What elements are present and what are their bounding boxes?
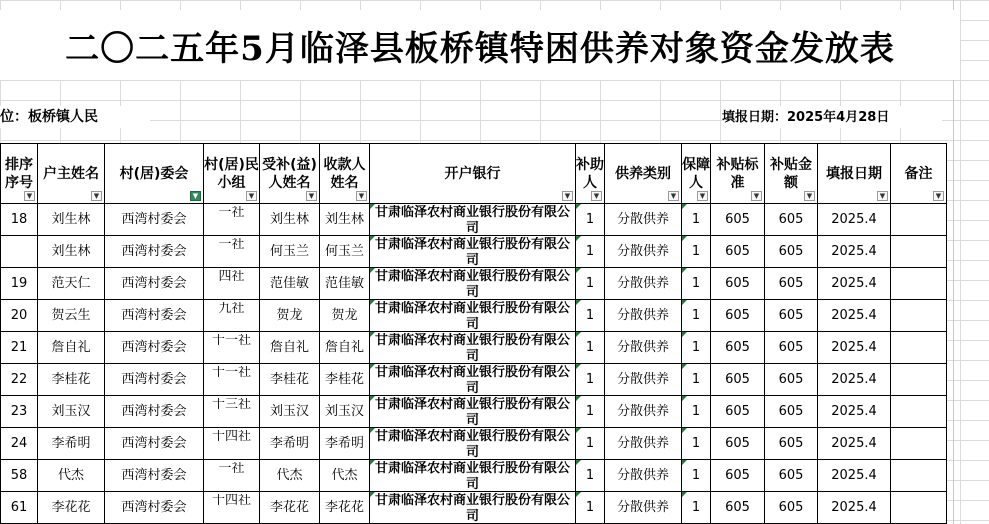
group-cell[interactable]: 一社	[204, 460, 260, 492]
count-cell[interactable]: 1	[576, 204, 605, 236]
table-row	[1, 428, 947, 460]
table-row	[1, 364, 947, 396]
table-row	[1, 332, 947, 364]
row-number-cell[interactable]: 20	[1, 300, 38, 332]
amount-cell[interactable]: 605	[765, 364, 818, 396]
count-cell[interactable]: 1	[576, 268, 605, 300]
date-cell[interactable]: 2025.4	[818, 268, 891, 300]
category-cell[interactable]: 分散供养	[605, 268, 682, 300]
standard-cell[interactable]: 605	[711, 428, 765, 460]
category-cell[interactable]: 分散供养	[605, 460, 682, 492]
count-cell[interactable]: 1	[576, 396, 605, 428]
error-indicator-icon	[682, 492, 687, 497]
error-indicator-icon	[576, 364, 581, 369]
head-name-cell[interactable]: 李花花	[38, 492, 105, 524]
guard-cell[interactable]: 1	[682, 268, 711, 300]
standard-cell[interactable]: 605	[711, 364, 765, 396]
error-indicator-icon	[576, 204, 581, 209]
village-cell[interactable]: 西湾村委会	[105, 204, 204, 236]
bank-cell[interactable]: 甘肃临泽农村商业银行股份有限公司	[370, 204, 576, 236]
bank-cell[interactable]: 甘肃临泽农村商业银行股份有限公司	[370, 332, 576, 364]
village-cell[interactable]: 西湾村委会	[105, 396, 204, 428]
row-number-cell[interactable]: 24	[1, 428, 38, 460]
error-indicator-icon	[370, 396, 375, 428]
fill-date-label[interactable]: 填报日期：2025年4月28日	[722, 106, 942, 128]
note-cell[interactable]	[891, 332, 947, 364]
column-header-bank[interactable]: 开户银行 ▼	[370, 144, 576, 204]
amount-cell[interactable]: 605	[765, 460, 818, 492]
group-cell[interactable]: 十一社	[204, 332, 260, 364]
error-indicator-icon	[370, 268, 375, 300]
village-cell[interactable]: 西湾村委会	[105, 428, 204, 460]
beneficiary-cell[interactable]: 何玉兰	[260, 236, 320, 268]
group-cell[interactable]: 四社	[204, 268, 260, 300]
table-row	[1, 396, 947, 428]
bank-cell[interactable]: 甘肃临泽农村商业银行股份有限公司	[370, 364, 576, 396]
count-cell[interactable]: 1	[576, 300, 605, 332]
table-row	[1, 492, 947, 524]
column-header-count[interactable]: 补助人 ▼	[576, 144, 605, 204]
amount-cell[interactable]: 605	[765, 300, 818, 332]
filter-dropdown-icon[interactable]: ▼	[356, 191, 367, 201]
amount-cell[interactable]: 605	[765, 236, 818, 268]
bank-cell[interactable]: 甘肃临泽农村商业银行股份有限公司	[370, 428, 576, 460]
header-row	[1, 144, 947, 204]
category-cell[interactable]: 分散供养	[605, 364, 682, 396]
guard-cell[interactable]: 1	[682, 396, 711, 428]
village-cell[interactable]: 西湾村委会	[105, 236, 204, 268]
column-header-category[interactable]: 供养类别 ▼	[605, 144, 682, 204]
note-cell[interactable]	[891, 364, 947, 396]
count-cell[interactable]: 1	[576, 332, 605, 364]
filter-dropdown-icon[interactable]: ▼	[933, 191, 944, 201]
amount-cell[interactable]: 605	[765, 268, 818, 300]
error-indicator-icon	[682, 332, 687, 337]
amount-cell[interactable]: 605	[765, 492, 818, 524]
error-indicator-icon	[576, 460, 581, 465]
village-cell[interactable]: 西湾村委会	[105, 332, 204, 364]
column-header-village[interactable]: 村(居)委会 ▼	[105, 144, 204, 204]
beneficiary-cell[interactable]: 李花花	[260, 492, 320, 524]
filter-dropdown-icon[interactable]: ▼	[877, 191, 888, 201]
sheet-title[interactable]: 二〇二五年5月临泽县板桥镇特困供养对象资金发放表	[0, 10, 960, 80]
payee-cell[interactable]: 贺龙	[320, 300, 370, 332]
village-cell[interactable]: 西湾村委会	[105, 492, 204, 524]
amount-cell[interactable]: 605	[765, 204, 818, 236]
count-cell[interactable]: 1	[576, 428, 605, 460]
column-header-guard[interactable]: 保障人 ▼	[682, 144, 711, 204]
error-indicator-icon	[576, 492, 581, 497]
guard-cell[interactable]: 1	[682, 364, 711, 396]
date-cell[interactable]: 2025.4	[818, 492, 891, 524]
error-indicator-icon	[682, 268, 687, 273]
row-number-cell[interactable]: 19	[1, 268, 38, 300]
standard-cell[interactable]: 605	[711, 236, 765, 268]
standard-cell[interactable]: 605	[711, 492, 765, 524]
error-indicator-icon	[370, 428, 375, 460]
date-cell[interactable]: 2025.4	[818, 460, 891, 492]
error-indicator-icon	[370, 364, 375, 396]
filter-dropdown-icon[interactable]: ▼	[562, 191, 573, 201]
amount-cell[interactable]: 605	[765, 396, 818, 428]
table-row	[1, 268, 947, 300]
error-indicator-icon	[576, 300, 581, 305]
standard-cell[interactable]: 605	[711, 396, 765, 428]
payee-cell[interactable]: 代杰	[320, 460, 370, 492]
group-cell[interactable]: 十三社	[204, 396, 260, 428]
error-indicator-icon	[682, 428, 687, 433]
payee-cell[interactable]: 李希明	[320, 428, 370, 460]
village-cell[interactable]: 西湾村委会	[105, 460, 204, 492]
standard-cell[interactable]: 605	[711, 332, 765, 364]
filter-dropdown-icon[interactable]: ▼	[751, 191, 762, 201]
note-cell[interactable]	[891, 204, 947, 236]
guard-cell[interactable]: 1	[682, 332, 711, 364]
filter-dropdown-icon[interactable]: ▼	[306, 191, 317, 201]
error-indicator-icon	[576, 268, 581, 273]
row-number-cell[interactable]: 22	[1, 364, 38, 396]
note-cell[interactable]	[891, 460, 947, 492]
payee-cell[interactable]: 李桂花	[320, 364, 370, 396]
date-cell[interactable]: 2025.4	[818, 204, 891, 236]
count-cell[interactable]: 1	[576, 236, 605, 268]
payee-cell[interactable]: 刘玉汉	[320, 396, 370, 428]
column-header-head[interactable]: 户主姓名 ▼	[38, 144, 105, 204]
category-cell[interactable]: 分散供养	[605, 428, 682, 460]
standard-cell[interactable]: 605	[711, 268, 765, 300]
filter-dropdown-icon[interactable]: ▼	[246, 191, 257, 201]
category-cell[interactable]: 分散供养	[605, 396, 682, 428]
category-cell[interactable]: 分散供养	[605, 236, 682, 268]
head-name-cell[interactable]: 詹自礼	[38, 332, 105, 364]
error-indicator-icon	[370, 204, 375, 236]
payee-cell[interactable]: 范佳敏	[320, 268, 370, 300]
category-cell[interactable]: 分散供养	[605, 492, 682, 524]
beneficiary-cell[interactable]: 刘生林	[260, 204, 320, 236]
unit-label[interactable]: 位：板桥镇人民	[0, 106, 150, 128]
standard-cell[interactable]: 605	[711, 300, 765, 332]
column-header-note[interactable]: 备注 ▼	[891, 144, 947, 204]
table-row	[1, 300, 947, 332]
guard-cell[interactable]: 1	[682, 204, 711, 236]
column-header-standard[interactable]: 补贴标准 ▼	[711, 144, 765, 204]
table-row	[1, 460, 947, 492]
note-cell[interactable]	[891, 492, 947, 524]
category-cell[interactable]: 分散供养	[605, 204, 682, 236]
group-cell[interactable]: 十四社	[204, 492, 260, 524]
note-cell[interactable]	[891, 428, 947, 460]
error-indicator-icon	[682, 236, 687, 241]
head-name-cell[interactable]: 李希明	[38, 428, 105, 460]
group-cell[interactable]: 一社	[204, 204, 260, 236]
error-indicator-icon	[576, 332, 581, 337]
error-indicator-icon	[682, 204, 687, 209]
column-header-payee[interactable]: 收款人姓名 ▼	[320, 144, 370, 204]
guard-cell[interactable]: 1	[682, 300, 711, 332]
bank-cell[interactable]: 甘肃临泽农村商业银行股份有限公司	[370, 268, 576, 300]
count-cell[interactable]: 1	[576, 460, 605, 492]
beneficiary-cell[interactable]: 詹自礼	[260, 332, 320, 364]
standard-cell[interactable]: 605	[711, 460, 765, 492]
bank-cell[interactable]: 甘肃临泽农村商业银行股份有限公司	[370, 460, 576, 492]
bank-cell[interactable]: 甘肃临泽农村商业银行股份有限公司	[370, 300, 576, 332]
row-number-cell[interactable]	[1, 236, 38, 268]
count-cell[interactable]: 1	[576, 492, 605, 524]
standard-cell[interactable]: 605	[711, 204, 765, 236]
date-cell[interactable]: 2025.4	[818, 428, 891, 460]
column-header-amount[interactable]: 补贴金额 ▼	[765, 144, 818, 204]
row-number-cell[interactable]: 58	[1, 460, 38, 492]
guard-cell[interactable]: 1	[682, 460, 711, 492]
error-indicator-icon	[682, 300, 687, 305]
error-indicator-icon	[682, 460, 687, 465]
payee-cell[interactable]: 何玉兰	[320, 236, 370, 268]
column-header-date[interactable]: 填报日期 ▼	[818, 144, 891, 204]
filter-dropdown-icon[interactable]: ▼	[91, 191, 102, 201]
payee-cell[interactable]: 刘生林	[320, 204, 370, 236]
beneficiary-cell[interactable]: 贺龙	[260, 300, 320, 332]
village-cell[interactable]: 西湾村委会	[105, 300, 204, 332]
filter-dropdown-icon[interactable]: ▼	[804, 191, 815, 201]
date-cell[interactable]: 2025.4	[818, 396, 891, 428]
payee-cell[interactable]: 詹自礼	[320, 332, 370, 364]
beneficiary-cell[interactable]: 代杰	[260, 460, 320, 492]
head-name-cell[interactable]: 范天仁	[38, 268, 105, 300]
filter-dropdown-icon[interactable]: ▼	[24, 191, 35, 201]
filter-dropdown-icon[interactable]: ▼	[668, 191, 679, 201]
beneficiary-cell[interactable]: 李希明	[260, 428, 320, 460]
error-indicator-icon	[370, 236, 375, 268]
error-indicator-icon	[682, 364, 687, 369]
error-indicator-icon	[370, 460, 375, 492]
row-number-cell[interactable]: 18	[1, 204, 38, 236]
head-name-cell[interactable]: 刘玉汉	[38, 396, 105, 428]
table-row	[1, 204, 947, 236]
column-header-beneficiary[interactable]: 受补(益)人姓名 ▼	[260, 144, 320, 204]
error-indicator-icon	[370, 492, 375, 524]
head-name-cell[interactable]: 刘生林	[38, 204, 105, 236]
row-number-cell[interactable]: 61	[1, 492, 38, 524]
bank-cell[interactable]: 甘肃临泽农村商业银行股份有限公司	[370, 492, 576, 524]
guard-cell[interactable]: 1	[682, 236, 711, 268]
group-cell[interactable]: 一社	[204, 236, 260, 268]
bank-cell[interactable]: 甘肃临泽农村商业银行股份有限公司	[370, 396, 576, 428]
row-number-cell[interactable]: 23	[1, 396, 38, 428]
filter-dropdown-icon[interactable]: ▼	[591, 191, 602, 201]
beneficiary-cell[interactable]: 刘玉汉	[260, 396, 320, 428]
beneficiary-cell[interactable]: 李桂花	[260, 364, 320, 396]
date-cell[interactable]: 2025.4	[818, 332, 891, 364]
note-cell[interactable]	[891, 268, 947, 300]
head-name-cell[interactable]: 代杰	[38, 460, 105, 492]
count-cell[interactable]: 1	[576, 364, 605, 396]
guard-cell[interactable]: 1	[682, 492, 711, 524]
filter-dropdown-icon[interactable]: ▼	[697, 191, 708, 201]
payment-table	[0, 143, 947, 524]
category-cell[interactable]: 分散供养	[605, 332, 682, 364]
amount-cell[interactable]: 605	[765, 332, 818, 364]
active-filter-icon[interactable]: ▼	[190, 191, 201, 201]
village-cell[interactable]: 西湾村委会	[105, 268, 204, 300]
date-cell[interactable]: 2025.4	[818, 236, 891, 268]
note-cell[interactable]	[891, 300, 947, 332]
head-name-cell[interactable]: 刘生林	[38, 236, 105, 268]
column-header-no[interactable]: 排序序号 ▼	[1, 144, 38, 204]
error-indicator-icon	[576, 396, 581, 401]
beneficiary-cell[interactable]: 范佳敏	[260, 268, 320, 300]
head-name-cell[interactable]: 李桂花	[38, 364, 105, 396]
bank-cell[interactable]: 甘肃临泽农村商业银行股份有限公司	[370, 236, 576, 268]
head-name-cell[interactable]: 贺云生	[38, 300, 105, 332]
payee-cell[interactable]: 李花花	[320, 492, 370, 524]
table-row	[1, 236, 947, 268]
error-indicator-icon	[576, 236, 581, 241]
group-cell[interactable]: 十四社	[204, 428, 260, 460]
category-cell[interactable]: 分散供养	[605, 300, 682, 332]
guard-cell[interactable]: 1	[682, 428, 711, 460]
village-cell[interactable]: 西湾村委会	[105, 364, 204, 396]
date-cell[interactable]: 2025.4	[818, 300, 891, 332]
error-indicator-icon	[682, 396, 687, 401]
error-indicator-icon	[370, 300, 375, 332]
group-cell[interactable]: 十一社	[204, 364, 260, 396]
error-indicator-icon	[576, 428, 581, 433]
note-cell[interactable]	[891, 236, 947, 268]
date-cell[interactable]: 2025.4	[818, 364, 891, 396]
row-number-cell[interactable]: 21	[1, 332, 38, 364]
column-header-group[interactable]: 村(居)民小组 ▼	[204, 144, 260, 204]
group-cell[interactable]: 九社	[204, 300, 260, 332]
error-indicator-icon	[370, 332, 375, 364]
note-cell[interactable]	[891, 396, 947, 428]
amount-cell[interactable]: 605	[765, 428, 818, 460]
